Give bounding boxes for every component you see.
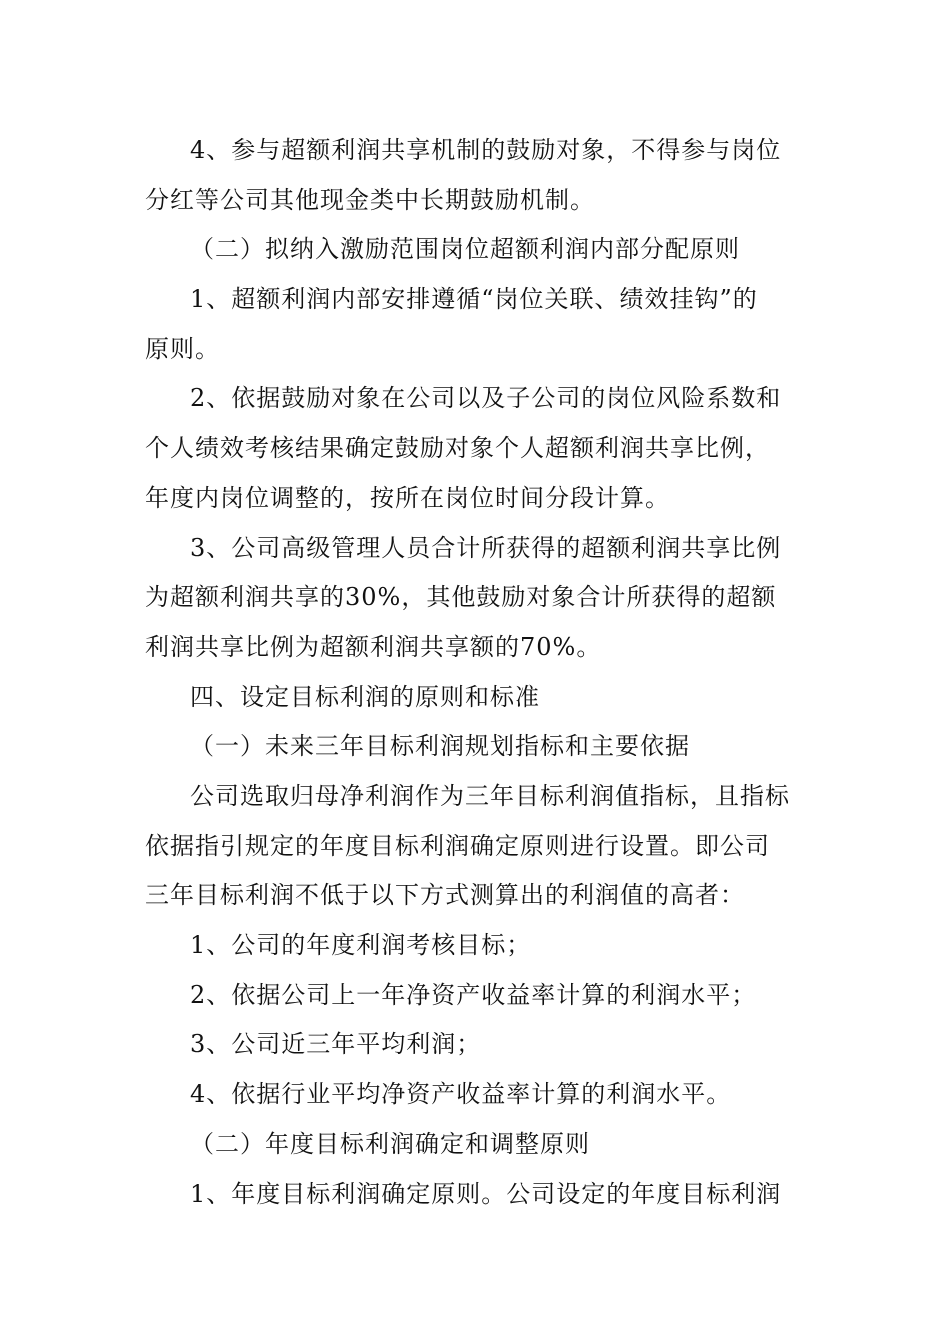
paragraph-line: 公司选取归母净利润作为三年目标利润值指标，且指标	[190, 782, 790, 810]
section-heading: 四、设定目标利润的原则和标准	[190, 683, 540, 711]
section-heading: （一）未来三年目标利润规划指标和主要依据	[190, 732, 690, 760]
paragraph-line: 3、公司高级管理人员合计所获得的超额利润共享比例	[190, 534, 782, 562]
paragraph-line: 年度内岗位调整的，按所在岗位时间分段计算。	[145, 484, 670, 512]
paragraph-line: 1、年度目标利润确定原则。公司设定的年度目标利润	[190, 1180, 782, 1208]
section-heading: （二）拟纳入激励范围岗位超额利润内部分配原则	[190, 235, 740, 263]
list-item: 2、依据公司上一年净资产收益率计算的利润水平；	[190, 981, 757, 1009]
paragraph-line: 4、参与超额利润共享机制的鼓励对象，不得参与岗位	[190, 136, 782, 164]
list-item: 1、公司的年度利润考核目标；	[190, 931, 532, 959]
list-item: 3、公司近三年平均利润；	[190, 1030, 482, 1058]
paragraph-line: 依据指引规定的年度目标利润确定原则进行设置。即公司	[145, 832, 770, 860]
paragraph-line: 三年目标利润不低于以下方式测算出的利润值的高者：	[145, 881, 745, 909]
paragraph-line: 分红等公司其他现金类中长期鼓励机制。	[145, 186, 595, 214]
section-heading: （二）年度目标利润确定和调整原则	[190, 1130, 590, 1158]
paragraph-line: 原则。	[145, 335, 220, 363]
paragraph-line: 利润共享比例为超额利润共享额的70%。	[145, 633, 602, 661]
paragraph-line: 1、超额利润内部安排遵循“岗位关联、绩效挂钩”的	[190, 285, 758, 313]
paragraph-line: 2、依据鼓励对象在公司以及子公司的岗位风险系数和	[190, 384, 782, 412]
paragraph-line: 个人绩效考核结果确定鼓励对象个人超额利润共享比例，	[145, 434, 770, 462]
list-item: 4、依据行业平均净资产收益率计算的利润水平。	[190, 1080, 732, 1108]
paragraph-line: 为超额利润共享的30%，其他鼓励对象合计所获得的超额	[145, 583, 777, 611]
